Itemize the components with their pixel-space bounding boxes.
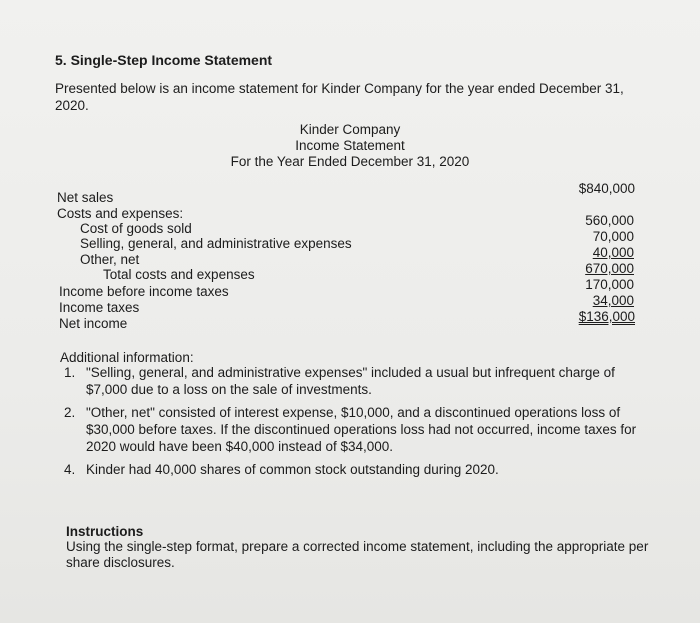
additional-item-1 [64,364,644,398]
row-amount-total-costs: 670,000 [585,261,634,276]
row-label-cogs: Cost of goods sold [80,221,192,236]
item-text: "Selling, general, and administrative expenses" included a usual but infrequent charge of $7,000 due to a loss on the sale of investments. [86,365,615,397]
row-label-income-taxes: Income taxes [59,300,140,315]
row-label-income-before-taxes: Income before income taxes [59,284,229,299]
statement-name: Income Statement [295,138,405,153]
row-amount-income-taxes: 34,000 [592,293,634,308]
item-number: 2. [64,405,76,420]
row-amount-net-sales: $840,000 [578,181,635,196]
additional-heading: Additional information: [60,350,194,365]
row-label-other-net: Other, net [80,252,140,267]
additional-item-4 [64,461,644,478]
problem-title: 5. Single-Step Income Statement [55,52,273,68]
item-number: 4. [64,462,76,477]
additional-item-2 [64,404,644,455]
row-amount-cogs: 560,000 [585,213,634,228]
row-amount-sga: 70,000 [592,229,634,244]
row-label-net-income: Net income [59,316,128,331]
row-label-costs-expenses: Costs and expenses: [57,206,184,221]
statement-period: For the Year Ended December 31, 2020 [230,154,470,169]
row-amount-net-income: $136,000 [578,309,635,324]
instructions-heading: Instructions [66,524,144,539]
item-number: 1. [64,365,76,380]
statement-company: Kinder Company [299,122,401,137]
item-text: "Other, net" consisted of interest expense, $10,000, and a discontinued operations loss of $30,000 before taxes. If the discontinued operations loss had not occurred, income taxes for 2020 would have been $40,000 instead of $34,000. [86,405,637,454]
row-label-sga: Selling, general, and administrative expenses [80,236,352,251]
problem-intro: Presented below is an income statement for Kinder Company for the year ended December 31, 2020. [55,81,624,113]
row-amount-other-net: 40,000 [592,245,634,260]
row-label-total-costs: Total costs and expenses [103,267,255,282]
item-text: Kinder had 40,000 shares of common stock outstanding during 2020. [86,462,499,477]
row-amount-income-before-taxes: 170,000 [585,277,634,292]
instructions-body: Using the single-step format, prepare a corrected income statement, including the appropriate per share disclosures. [66,539,649,570]
row-label-net-sales: Net sales [57,190,114,205]
